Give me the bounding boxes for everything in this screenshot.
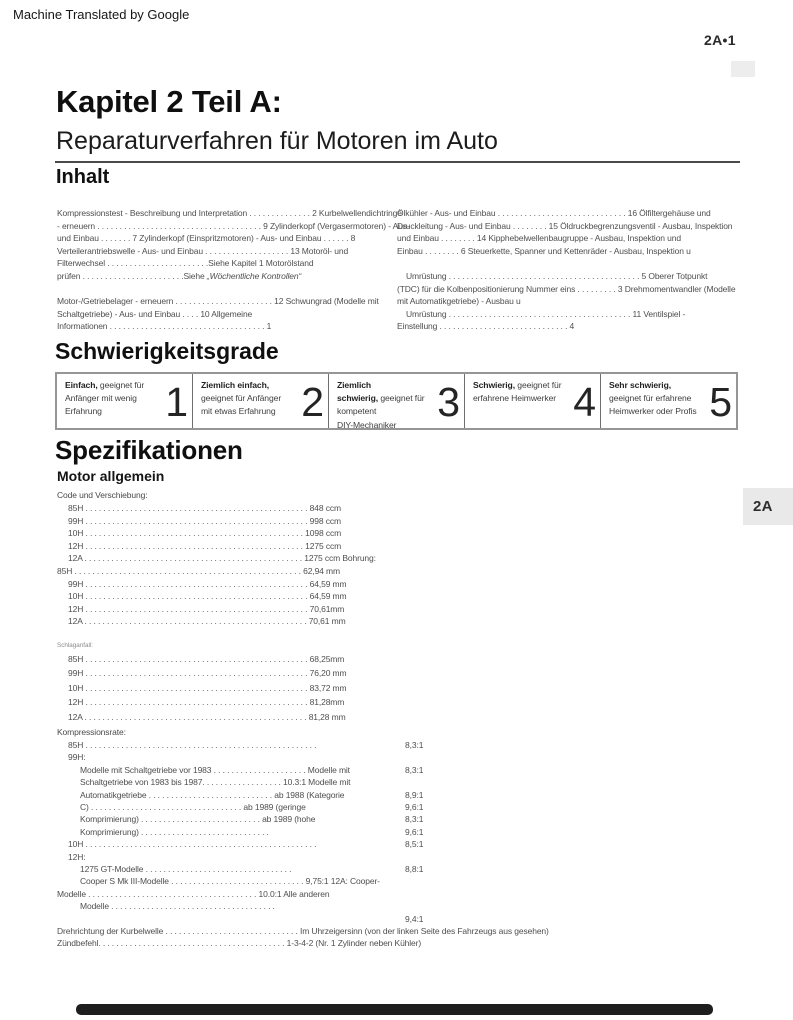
difficulty-heading: Schwierigkeitsgrade [55,338,279,364]
spec-row: 85H . . . . . . . . . . . . . . . . . . . . . . . . . . . . . . . . . . . . . . . . . . . . . . . . . . 848 ccm [68,503,341,513]
spec-row: 12A . . . . . . . . . . . . . . . . . . . . . . . . . . . . . . . . . . . . . . . . . . . . . . . . . . 81,28 mm [68,711,346,722]
spec-row: C) . . . . . . . . . . . . . . . . . . . . . . . . . . . . . . . . . . ab 1989 (geringe 9,6:1 [80,802,424,812]
difficulty-level-3 [328,374,464,428]
difficulty-level-number: 3 [437,378,460,425]
spec-row: 99H . . . . . . . . . . . . . . . . . . . . . . . . . . . . . . . . . . . . . . . . . . . . . . . . . . 64,59 mm [68,578,347,589]
contents-line: Motor-/Getriebelager - erneuern . . . . . . . . . . . . . . . . . . . . . . 12 Schwungrad (Modelle mit [57,296,379,307]
spec-row: 85H . . . . . . . . . . . . . . . . . . . . . . . . . . . . . . . . . . . . . . . . . . . . . . . . . . . 62,94 mm [57,565,340,576]
spec-row: 85H . . . . . . . . . . . . . . . . . . . . . . . . . . . . . . . . . . . . . . . . . . . . . . . . . . 68,25mm [68,653,345,664]
contents-line: Druckleitung - Aus- und Einbau . . . . . . . . 15 Öldruckbegrenzungsventil - Ausbau, Inspektion [397,220,733,231]
spec-ratio-value: 9,6:1 [405,826,424,837]
spec-section [57,726,757,950]
difficulty-level-number: 4 [573,378,596,425]
spec-ratio-value: 8,3:1 [405,739,424,750]
contents-line: Umrüstung . . . . . . . . . . . . . . . . . . . . . . . . . . . . . . . . . . . . . . . . . . . 5 Oberer Totpunkt [397,270,708,281]
difficulty-level-number: 1 [165,378,188,425]
difficulty-level-description: Einfach, geeignet für Anfänger mit wenig Erfahrung [65,380,145,417]
contents-line: prüfen . . . . . . . . . . . . . . . . . . . . . . .Siehe „Wöchentliche Kontrollen“ [57,270,302,281]
difficulty-level-description: Ziemlich einfach, geeignet für Anfänger mit etwas Erfahrung [201,380,282,417]
spec-row: 12H: [68,851,86,862]
spec-ratio-value: 8,8:1 [405,864,424,875]
chapter-side-tab [743,488,793,525]
spec-row: 10H . . . . . . . . . . . . . . . . . . . . . . . . . . . . . . . . . . . . . . . . . . . . . . . . . . 64,59 mm [68,591,347,602]
title-rule [55,161,740,163]
spec-section-label: Schlaganfall: [57,641,94,649]
difficulty-level-4 [464,374,600,428]
contents-line: Schaltgetriebe) - Aus- und Einbau . . . . 10 Allgemeine [57,308,253,319]
spec-row: Automatikgetriebe . . . . . . . . . . . . . . . . . . . . . . . . . . . . ab 1988 (Kategorie 8,9:1 [80,789,424,800]
spec-section [57,489,757,628]
contents-line: Einstellung . . . . . . . . . . . . . . . . . . . . . . . . . . . . . 4 [397,321,575,332]
spec-row: 99H . . . . . . . . . . . . . . . . . . . . . . . . . . . . . . . . . . . . . . . . . . . . . . . . . . 998 ccm [68,515,341,526]
contents-heading: Inhalt [56,166,110,188]
spec-row: 1275 GT-Modelle . . . . . . . . . . . . . . . . . . . . . . . . . . . . . . . . . 8,8:1 [80,864,424,875]
difficulty-level-description: Ziemlich schwierig, geeignet für kompetent DIY-Mechaniker [337,380,425,430]
contents-line: Kompressionstest - Beschreibung und Interpretation . . . . . . . . . . . . . . 2 Kurbelwellendichtringe [57,208,402,218]
spec-row: 99H . . . . . . . . . . . . . . . . . . . . . . . . . . . . . . . . . . . . . . . . . . . . . . . . . . 76,20 mm [68,668,347,679]
spec-section-label: Kompressionsrate: [57,726,126,737]
contents-line: - erneuern . . . . . . . . . . . . . . . . . . . . . . . . . . . . . . . . . . . . . 9 Zylinderkopf (Vergasermotoren) - Aus- [57,220,410,231]
specifications-list [57,489,757,950]
spec-row: 12H . . . . . . . . . . . . . . . . . . . . . . . . . . . . . . . . . . . . . . . . . . . . . . . . . 1275 ccm [68,540,342,551]
spec-row: Modelle . . . . . . . . . . . . . . . . . . . . . . . . . . . . . . . . . . . . . [80,901,275,912]
spec-row: 10H . . . . . . . . . . . . . . . . . . . . . . . . . . . . . . . . . . . . . . . . . . . . . . . . . 1098 ccm [68,528,342,539]
horizontal-scrollbar-thumb[interactable] [76,1004,713,1015]
contents-line: (TDC) für die Kolbenpositionierung Nummer eins . . . . . . . . . 3 Drehmomentwandler (Modelle [397,283,736,294]
difficulty-level-1 [57,374,192,428]
contents-line: Verteilerantriebswelle - Aus- und Einbau . . . . . . . . . . . . . . . . . . . 13 Motoröl- und [57,245,349,256]
difficulty-level-number: 5 [709,378,732,425]
spec-row: Modelle mit Schaltgetriebe vor 1983 . . . . . . . . . . . . . . . . . . . . . Modelle mit 8,3:1 [80,764,424,775]
engine-general-subheading: Motor allgemein [57,468,165,484]
difficulty-level-description: Schwierig, geeignet für erfahrene Heimwerker [473,380,562,404]
spec-row: 12A . . . . . . . . . . . . . . . . . . . . . . . . . . . . . . . . . . . . . . . . . . . . . . . . . 1275 ccm Bohrung: [68,553,376,564]
contents-line: Ölkühler - Aus- und Einbau . . . . . . . . . . . . . . . . . . . . . . . . . . . . . 16 Ölfiltergehäuse und [397,208,711,218]
contents-line [397,257,745,270]
spec-row: Drehrichtung der Kurbelwelle . . . . . . . . . . . . . . . . . . . . . . . . . . . . . . Im Uhrzeigersinn (von der linken Seite des Fahrzeugs aus gesehen) [57,926,549,937]
spec-row: 85H . . . . . . . . . . . . . . . . . . . . . . . . . . . . . . . . . . . . . . . . . . . . . . . . . . . . 8,3:1 [68,739,424,750]
spec-row: 12A . . . . . . . . . . . . . . . . . . . . . . . . . . . . . . . . . . . . . . . . . . . . . . . . . . 70,61 mm [68,616,346,627]
spec-row: 10H . . . . . . . . . . . . . . . . . . . . . . . . . . . . . . . . . . . . . . . . . . . . . . . . . . . . 8,5:1 [68,839,424,850]
contents-column-left [57,207,410,333]
spec-ratio-value: 8,3:1 [405,764,424,775]
contents-column-right [397,207,745,333]
contents-line: und Einbau . . . . . . . 7 Zylinderkopf (Einspritzmotoren) - Aus- und Einbau . . . . . . 8 [57,233,356,244]
contents-line [57,283,395,296]
page-number: 2A•1 [704,32,736,48]
difficulty-level-2 [192,374,328,428]
chapter-title: Kapitel 2 Teil A: [56,84,282,119]
spec-row: 12H . . . . . . . . . . . . . . . . . . . . . . . . . . . . . . . . . . . . . . . . . . . . . . . . . . 70,61mm [68,603,345,614]
spec-ratio-value: 9,6:1 [405,802,424,812]
contents-line: Umrüstung . . . . . . . . . . . . . . . . . . . . . . . . . . . . . . . . . . . . . . . . . 11 Ventilspiel - [397,308,686,319]
spec-row: Schaltgetriebe von 1983 bis 1987. . . . . . . . . . . . . . . . . . 10.3:1 Modelle mit [80,777,351,788]
contents-line: und Einbau . . . . . . . . 14 Kipphebelwellenbaugruppe - Ausbau, Inspektion und [397,233,681,244]
contents-line: mit Automatikgetriebe) - Ausbau u [397,296,521,307]
difficulty-level-description: Sehr schwierig, geeignet für erfahrene Heimwerker oder Profis [609,380,697,417]
difficulty-grades-box [55,372,738,430]
spec-section-label: Code und Verschiebung: [57,490,148,500]
spec-row: 99H: [68,752,86,763]
chapter-subtitle: Reparaturverfahren für Motoren im Auto [56,127,498,155]
contents-line: Filterwechsel . . . . . . . . . . . . . . . . . . . . . . .Siehe Kapitel 1 Motorölstand [57,258,314,269]
spec-section [57,639,757,724]
spec-row: Zündbefehl. . . . . . . . . . . . . . . . . . . . . . . . . . . . . . . . . . . . . . . . . . 1-3-4-2 (Nr. 1 Zylinder neben Kühler) [57,938,422,949]
spec-row: Komprimierung) . . . . . . . . . . . . . . . . . . . . . . . . . . . . . 9,6:1 [80,826,424,837]
difficulty-level-5 [600,374,736,428]
spec-row: Modelle . . . . . . . . . . . . . . . . . . . . . . . . . . . . . . . . . . . . . . 10.0:1 Alle anderen [57,888,330,899]
spec-ratio-value: 8,5:1 [405,839,424,850]
specifications-heading: Spezifikationen [55,435,243,465]
spec-row: Komprimierung) . . . . . . . . . . . . . . . . . . . . . . . . . . . ab 1989 (hohe 8,3:1 [80,814,424,825]
contents-line: Einbau . . . . . . . . 6 Steuerkette, Spanner und Kettenräder - Ausbau, Inspektion u [397,245,691,256]
machine-translated-note: Machine Translated by Google [13,7,190,22]
spec-row: Cooper S Mk III-Modelle . . . . . . . . . . . . . . . . . . . . . . . . . . . . . . 9,75:1 12A: Cooper- [80,876,380,887]
spec-row: 10H . . . . . . . . . . . . . . . . . . . . . . . . . . . . . . . . . . . . . . . . . . . . . . . . . . 83,72 mm [68,682,347,693]
contents-line: Informationen . . . . . . . . . . . . . . . . . . . . . . . . . . . . . . . . . . . 1 [57,321,272,332]
spec-ratio-value: 9,4:1 [405,913,424,924]
scan-smudge [731,61,755,77]
difficulty-level-number: 2 [301,378,324,425]
spec-ratio-value: 8,9:1 [405,789,424,800]
chapter-side-tab-label: 2A [753,498,773,515]
spec-row [57,913,757,925]
spec-row: 12H . . . . . . . . . . . . . . . . . . . . . . . . . . . . . . . . . . . . . . . . . . . . . . . . . . 81,28mm [68,697,345,708]
spec-ratio-value: 8,3:1 [405,814,424,825]
